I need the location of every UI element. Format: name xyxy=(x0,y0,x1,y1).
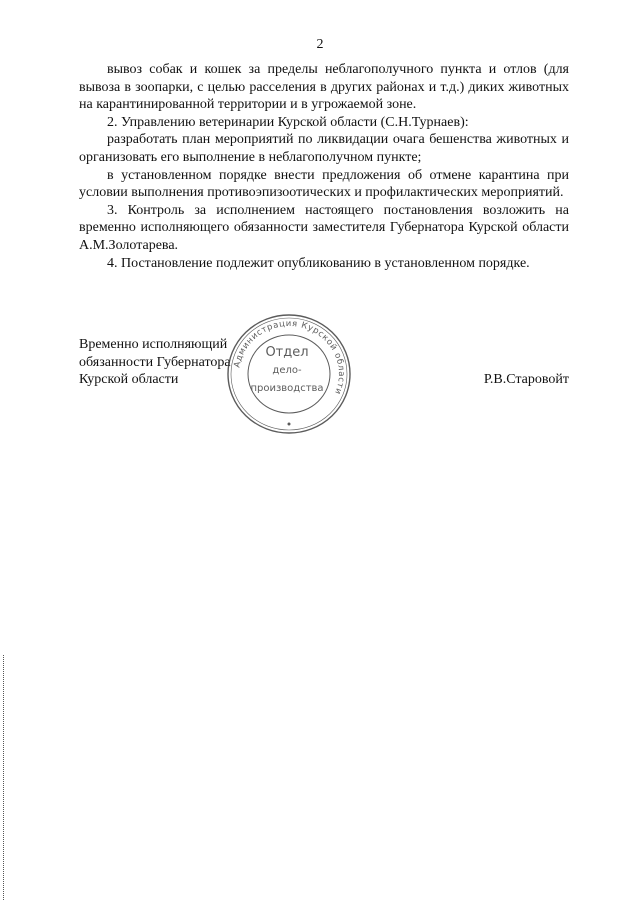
page-number: 2 xyxy=(316,37,324,52)
signatory-title-line: обязанности Губернатора xyxy=(79,354,231,370)
paragraph-action-plan: разработать план мероприятий по ликвидации очага бешенства животных и организовать его выполнение в неблагополучном пункте; xyxy=(79,132,569,165)
paragraph-wildlife-removal: вывоз собак и кошек за пределы неблагополучного пункта и отлов (для вывоза в зоопарки, с целью расселения в других районах и т.д.) диких животных на карантинированной территории и в угрожаемой зоне. xyxy=(79,62,569,113)
signatory-title-line: Курской области xyxy=(79,372,179,388)
document-body xyxy=(79,61,569,272)
official-stamp xyxy=(225,312,353,436)
paragraph-quarantine-cancellation: в установленном порядке внести предложения об отмене карантина при условии выполнения противоэпизоотических и профилактических мероприятий. xyxy=(79,167,569,201)
stamp-seal-graphic xyxy=(225,312,353,436)
stamp-center-line: Отдел xyxy=(265,345,309,360)
paragraph-item-3-control: 3. Контроль за исполнением настоящего постановления возложить на временно исполняющего обязанности заместителя Губернатора Курской области А.М.Золотарева. xyxy=(79,202,569,253)
scan-edge-artifact xyxy=(3,655,6,900)
stamp-center-line: производства xyxy=(250,383,324,394)
stamp-ring-text: Администрация Курской области xyxy=(232,318,347,396)
signatory-name: Р.В.Старовойт xyxy=(483,372,569,387)
signatory-title xyxy=(79,336,231,389)
signatory-title-line: Временно исполняющий xyxy=(79,337,228,352)
paragraph-item-4-publication: 4. Постановление подлежит опубликованию в установленном порядке. xyxy=(107,255,530,271)
stamp-center-line: дело- xyxy=(272,365,302,376)
paragraph-item-2-veterinary-directorate: 2. Управлению ветеринарии Курской области (С.Н.Турнаев): xyxy=(107,114,469,130)
